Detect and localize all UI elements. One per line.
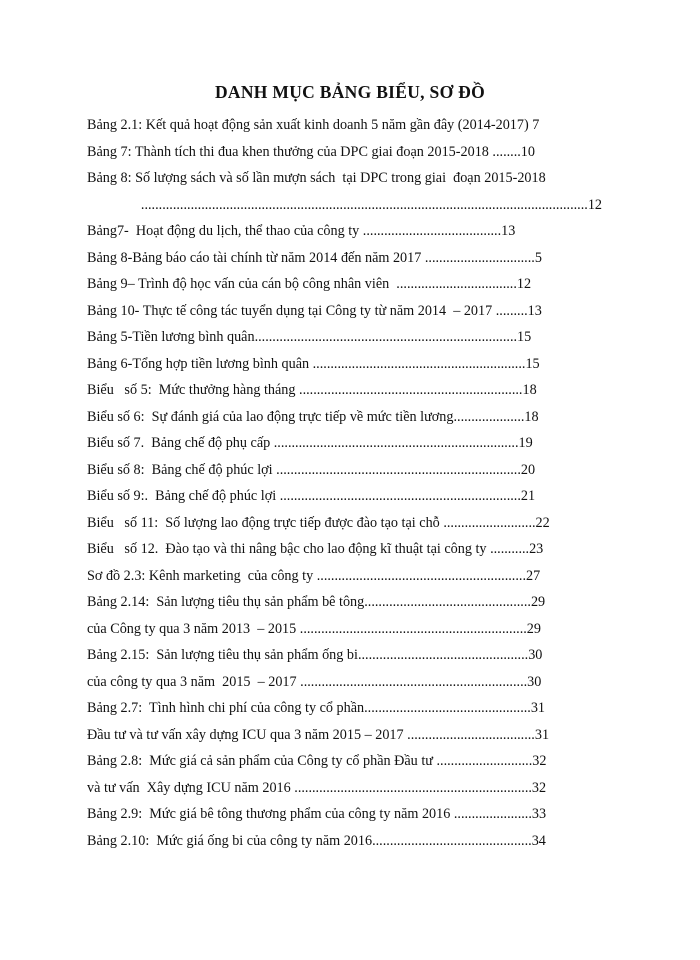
toc-line: Bảng 2.7: Tình hình chi phí của công ty cổ phần...............................................31	[87, 700, 546, 716]
toc-line: Biểu số 9:. Bảng chế độ phúc lợi ....................................................................21	[87, 488, 536, 504]
toc-line: Bảng 2.1: Kết quả hoạt động sản xuất kinh doanh 5 năm gần đây (2014-2017) 7	[87, 117, 540, 133]
toc-line: Bảng 10- Thực tế công tác tuyển dụng tại Công ty từ năm 2014 – 2017 .........13	[87, 302, 542, 319]
toc-line: Bảng 9– Trình độ học vấn của cán bộ công nhân viên ..................................12	[87, 276, 532, 292]
toc-line: Bảng 2.15: Sản lượng tiêu thụ sản phẩm ống bi................................................30	[87, 647, 543, 663]
toc-line: Bảng 8-Bảng báo cáo tài chính từ năm 2014 đến năm 2017 ...............................5	[87, 249, 542, 266]
toc-line: Bảng 5-Tiền lương bình quân..........................................................................15	[87, 329, 532, 345]
toc-line: Bảng 8: Số lượng sách và số lần mượn sách tại DPC trong giai đoạn 2015-2018	[87, 170, 546, 186]
toc-line: Đầu tư và tư vấn xây dựng ICU qua 3 năm 2015 – 2017 ....................................31	[87, 726, 550, 743]
toc-line: Bảng7- Hoạt động du lịch, thể thao của công ty .......................................13	[87, 223, 516, 239]
toc-line: của công ty qua 3 năm 2015 – 2017 ................................................................30	[87, 673, 542, 690]
toc-line: của Công ty qua 3 năm 2013 – 2015 ................................................................29	[87, 620, 541, 637]
toc-line: Bảng 6-Tổng hợp tiền lương bình quân ............................................................15	[87, 355, 540, 372]
toc-line: Bảng 2.8: Mức giá cả sản phẩm của Công ty cổ phần Đầu tư ...........................32	[87, 753, 547, 769]
toc-line: Biểu số 7. Bảng chế độ phụ cấp .....................................................................19	[87, 435, 533, 451]
page-title: DANH MỤC BẢNG BIỂU, SƠ ĐỒ	[214, 82, 486, 102]
toc-line: Bảng 2.9: Mức giá bê tông thương phẩm của công ty năm 2016 ......................33	[87, 806, 547, 822]
toc-line: Biểu số 5: Mức thưởng hàng tháng ...............................................................18	[87, 382, 537, 398]
toc-line: Biểu số 11: Số lượng lao động trực tiếp được đào tạo tại chỗ ..........................22	[87, 514, 550, 531]
toc-line: Bảng 2.10: Mức giá ống bi của công ty năm 2016.............................................34	[87, 832, 546, 849]
toc-line: Bảng 2.14: Sản lượng tiêu thụ sản phẩm bê tông...............................................29	[87, 594, 546, 610]
toc-line: Biểu số 8: Bảng chế độ phúc lợi .....................................................................20	[87, 461, 536, 478]
toc-line: và tư vấn Xây dựng ICU năm 2016 ...................................................................32	[87, 779, 547, 796]
toc-line: ..............................................................................................................................12	[140, 196, 602, 213]
toc-line: Bảng 7: Thành tích thi đua khen thưởng của DPC giai đoạn 2015-2018 ........10	[87, 143, 535, 160]
toc-line: Biểu số 6: Sự đánh giá của lao động trực tiếp về mức tiền lương....................18	[87, 408, 539, 425]
toc-line: Sơ đồ 2.3: Kênh marketing của công ty ...........................................................27	[87, 567, 541, 584]
toc-line: Biểu số 12. Đào tạo và thi nâng bậc cho lao động kĩ thuật tại công ty ...........23	[87, 541, 544, 557]
table-of-contents	[87, 112, 602, 854]
